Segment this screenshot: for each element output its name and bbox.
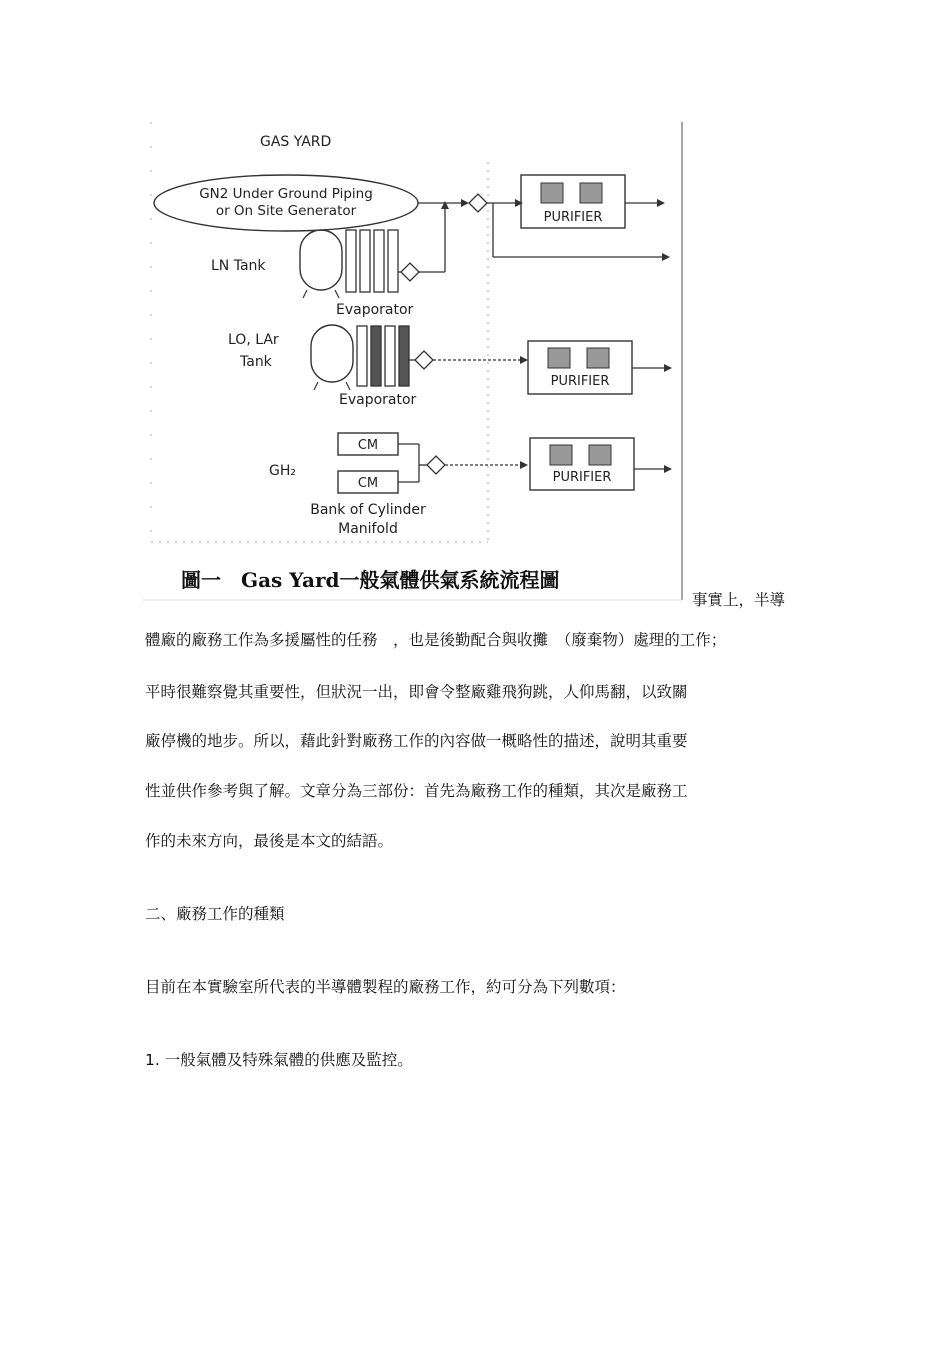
cm-2-label: CM xyxy=(357,476,379,491)
evaporator-2-label: Evaporator xyxy=(339,392,417,408)
evaporator-1-icon xyxy=(346,230,398,292)
paragraph-line-0: 事實上，半導 xyxy=(692,591,786,609)
gn2-source-line-2: or On Site Generator xyxy=(215,203,357,219)
purifier-1-filter-a-icon xyxy=(541,183,563,203)
ln-tank-icon xyxy=(300,230,342,290)
section-heading: 二、廠務工作的種類 xyxy=(145,905,285,923)
paragraph-line-3: 廠停機的地步。所以，藉此針對廠務工作的內容做一概略性的描述，說明其重要 xyxy=(145,732,688,750)
gh2-label: GH₂ xyxy=(269,463,296,479)
lo-tank-label-line-1: LO, LAr xyxy=(228,332,279,348)
purifier-3-filter-b-icon xyxy=(589,445,611,465)
evaporator-1-label: Evaporator xyxy=(336,302,414,318)
gn2-source-line-1: GN2 Under Ground Piping xyxy=(199,186,373,202)
purifier-2-filter-a-icon xyxy=(548,348,570,368)
gas-yard-figure xyxy=(143,122,683,602)
intro-paragraph: 目前在本實驗室所代表的半導體製程的廠務工作，約可分為下列數項： xyxy=(145,978,626,996)
bank-label-line-1: Bank of Cylinder xyxy=(310,502,426,518)
figure-caption: 圖一 Gas Yard一般氣體供氣系統流程圖 xyxy=(181,568,560,592)
paragraph-line-4: 性並供作參考與了解。文章分為三部份：首先為廠務工作的種類，其次是廠務工 xyxy=(145,782,688,800)
cm-1-label: CM xyxy=(357,438,379,453)
purifier-1-label: PURIFIER xyxy=(543,210,603,225)
bank-label-line-2: Manifold xyxy=(338,521,398,537)
valve-3-icon xyxy=(415,351,433,369)
purifier-2-label: PURIFIER xyxy=(550,374,610,389)
valve-1-icon xyxy=(469,194,487,212)
paragraph-line-2: 平時很難察覺其重要性，但狀況一出，即會令整廠雞飛狗跳，人仰馬翻，以致關 xyxy=(145,683,688,701)
valve-4-icon xyxy=(427,456,445,474)
purifier-3-filter-a-icon xyxy=(550,445,572,465)
gas-yard-flow-diagram xyxy=(143,122,683,602)
purifier-1-filter-b-icon xyxy=(580,183,602,203)
lo-tank-icon xyxy=(311,325,353,382)
evaporator-2-icon xyxy=(357,326,409,386)
gas-yard-header: GAS YARD xyxy=(260,134,332,150)
ln-tank-label: LN Tank xyxy=(211,258,266,274)
valve-2-icon xyxy=(401,263,419,281)
list-item-1: 1. 一般氣體及特殊氣體的供應及監控。 xyxy=(145,1051,413,1069)
purifier-2-filter-b-icon xyxy=(587,348,609,368)
paragraph-line-1: 體廠的廠務工作為多援屬性的任務 ，也是後勤配合與收攤 （廢棄物）處理的工作； xyxy=(145,631,727,649)
purifier-3-label: PURIFIER xyxy=(552,470,612,485)
paragraph-line-5: 作的未來方向，最後是本文的結語。 xyxy=(145,832,394,850)
lo-tank-label-line-2: Tank xyxy=(240,354,272,370)
